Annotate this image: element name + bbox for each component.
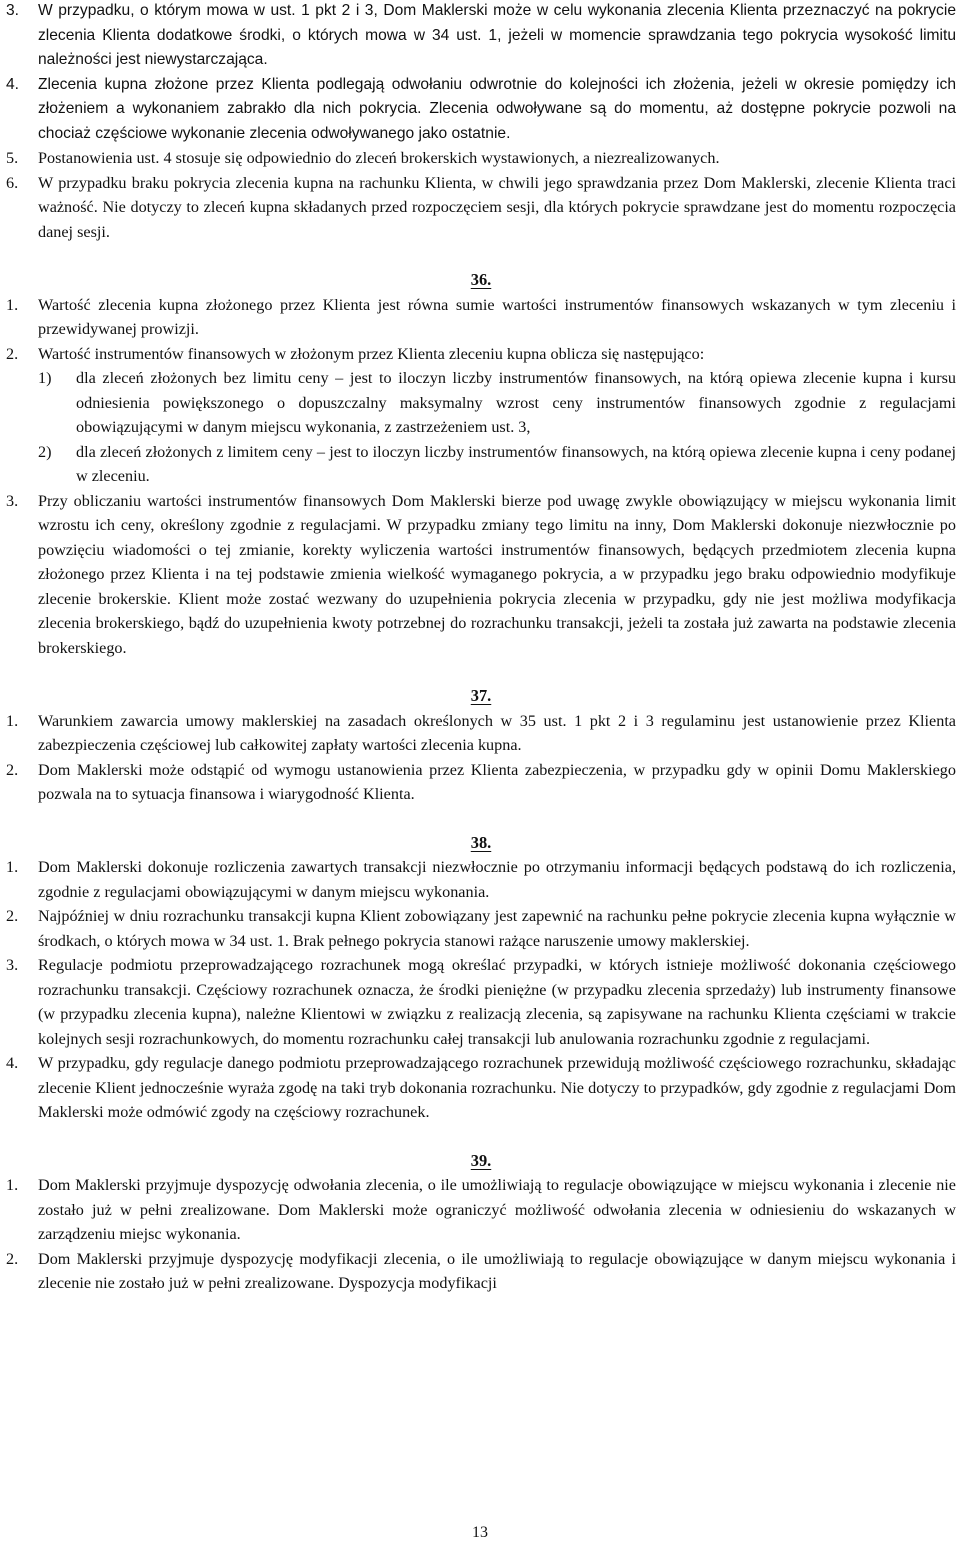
paragraph-text: Regulacje podmiotu przeprowadzającego rozrachunek mogą określać przypadki, w których istnieje możliwość dokonania częściowego rozrachunku transakcji. Częściowy rozrachunek oznacza, że środki pieniężne (w przypadku zlecenia sprzedaży) lub instrumenty finansowe (w przypadku zlecenia kupna), należne Klientowi w związku z realizacją zlecenia, są zapisywane na rachunku Klienta częściami w trakcie kolejnych sesji rozrachunkowych, do momentu rozrachunku całej transakcji lub anulowania rozrachunku zgodnie z regulacjami. xyxy=(38,956,956,1048)
paragraph-38-3 xyxy=(6,953,956,1051)
paragraph-text: Dom Maklerski przyjmuje dyspozycję modyfikacji zlecenia, o ile umożliwiają to regulacje obowiązujące w danym miejscu wykonania i zlecenie nie zostało już w pełni zrealizowane. Dyspozycja modyfikacji xyxy=(38,1249,956,1292)
paragraph-number: 2. xyxy=(6,907,19,925)
paragraph-number: 3. xyxy=(6,491,19,510)
section-heading-36: 36. xyxy=(470,270,492,289)
section-heading-39: 39. xyxy=(470,1150,492,1170)
paragraph-number: 1. xyxy=(6,295,19,314)
paragraph-3 xyxy=(6,0,956,73)
subpoint-1 xyxy=(38,366,956,440)
paragraph-number: 1. xyxy=(6,858,19,876)
paragraph-38-1 xyxy=(6,855,956,904)
paragraph-36-3 xyxy=(6,489,956,661)
subpoint-2 xyxy=(38,440,956,489)
paragraph-number: 2. xyxy=(6,760,19,779)
paragraph-text: Zlecenia kupna złożone przez Klienta podlegają odwołaniu odwrotnie do kolejności ich złożenia, jeżeli w okresie pomiędzy ich złożeniem a wykonaniem zabrakło dla nich pokrycia. Zlecenia odwoływane są do momentu, aż dostępne pokrycie pozwoli na chociaż częściowe wykonanie zlecenia odwoływanego jako ostatnie. xyxy=(38,75,956,142)
paragraph-number: 4. xyxy=(6,75,20,93)
paragraph-number: 2. xyxy=(6,1249,19,1268)
paragraph-text: W przypadku, o którym mowa w ust. 1 pkt 2 i 3, Dom Maklerski może w celu wykonania zlecenia Klienta przeznaczyć na pokrycie zlecenia Klienta dodatkowe środki, o których mowa w 34 ust. 1, jeżeli w momencie sprawdzania tego pokrycia wysokość limitu należności jest niewystarczająca. xyxy=(38,2,956,68)
paragraph-6 xyxy=(6,171,956,245)
paragraph-4 xyxy=(6,73,956,147)
subpoint-text: dla zleceń złożonych bez limitu ceny – jest to iloczyn liczby instrumentów finansowych, na którą opiewa zlecenie kupna i kursu odniesienia powiększonego o dopuszczalny maksymalny wzrost ceny instrumentów finansowych zgodnie z regulacjami obowiązującymi w danym miejscu wykonania, z zastrzeżeniem ust. 3, xyxy=(76,369,956,436)
paragraph-text: W przypadku, gdy regulacje danego podmiotu przeprowadzającego rozrachunek przewidują możliwość częściowego rozrachunku, składając zlecenie Klient jednocześnie wyraża zgodę na taki tryb dokonania rozrachunku. Nie dotyczy to przypadków, gdy zgodnie z regulacjami Dom Maklerski może odmówić zgody na częściowy rozrachunek. xyxy=(38,1054,956,1121)
paragraph-text: Dom Maklerski może odstąpić od wymogu ustanowienia przez Klienta zabezpieczenia, w przypadku gdy w opinii Domu Maklerskiego pozwala na to sytuacja finansowa i wiarygodność Klienta. xyxy=(38,760,956,803)
paragraph-number: 1. xyxy=(6,711,19,730)
paragraph-number: 1. xyxy=(6,1176,19,1194)
paragraph-39-1 xyxy=(6,1173,956,1247)
paragraph-38-4 xyxy=(6,1051,956,1125)
section-heading-38: 38. xyxy=(470,832,492,852)
paragraph-number: 5. xyxy=(6,149,19,167)
paragraph-number: 2. xyxy=(6,344,19,363)
paragraph-37-2 xyxy=(6,758,956,807)
paragraph-number: 6. xyxy=(6,173,19,192)
paragraph-number: 4. xyxy=(6,1054,19,1072)
paragraph-text: Warunkiem zawarcia umowy maklerskiej na zasadach określonych w 35 ust. 1 pkt 2 i 3 regulaminu jest ustanowienie przez Klienta zabezpieczenia częściowej lub całkowitej zapłaty wartości zlecenia kupna. xyxy=(38,711,956,754)
section-heading-37: 37. xyxy=(470,686,492,705)
paragraph-36-1 xyxy=(6,293,956,342)
paragraph-39-2 xyxy=(6,1247,956,1296)
paragraph-number: 3. xyxy=(6,2,20,19)
paragraph-text: Dom Maklerski przyjmuje dyspozycję odwołania zlecenia, o ile umożliwiają to regulacje obowiązujące w miejscu wykonania i zlecenie nie zostało już w pełni zrealizowane. Dom Maklerski może ograniczyć możliwość odwołania zlecenia w odniesieniu do wskazanych w zarządzeniu miejsc wykonania. xyxy=(38,1176,956,1243)
paragraph-text: Przy obliczaniu wartości instrumentów finansowych Dom Maklerski bierze pod uwagę zwykle obowiązujący w miejscu wykonania limit wzrostu ich ceny, określony zgodnie z regulacjami. W przypadku zmiany tego limitu na inny, Dom Maklerski dokonuje niezwłocznie po powzięciu wiadomości o tej zmianie, korekty wyliczenia wartości instrumentów finansowych, będących przedmiotem zlecenia kupna złożonego przez Klienta i na tej podstawie zmienia wielkość wymaganego pokrycia, a w przypadku jego braku odpowiednio modyfikuje zlecenie brokerskie. Klient może zostać wezwany do uzupełnienia pokrycia zlecenia w przypadku, gdy nie jest możliwa modyfikacja zlecenia brokerskiego, bądź do uzupełnienia kwoty potrzebnej do rozrachunku transakcji, jeżeli ta została już zawarta na podstawie zlecenia brokerskiego. xyxy=(38,491,956,657)
page-number: 13 xyxy=(472,1524,488,1541)
paragraph-text: Dom Maklerski dokonuje rozliczenia zawartych transakcji niezwłocznie po otrzymaniu informacji będących podstawą do ich rozliczenia, zgodnie z regulacjami obowiązującymi w danym miejscu wykonania. xyxy=(38,858,956,901)
paragraph-text: Najpóźniej w dniu rozrachunku transakcji kupna Klient zobowiązany jest zapewnić na rachunku pełne pokrycie zlecenia kupna wyłącznie w środkach, o których mowa w 34 ust. 1. Brak pełnego pokrycia stanowi rażące naruszenie umowy maklerskiej. xyxy=(38,907,956,950)
paragraph-text: W przypadku braku pokrycia zlecenia kupna na rachunku Klienta, w chwili jego sprawdzania przez Dom Maklerski, zlecenie Klienta traci ważność. Nie dotyczy to zleceń kupna składanych przed rozpoczęciem sesji, dla których pokrycie sprawdzane jest do momentu rozpoczęcia danej sesji. xyxy=(38,173,956,241)
page-content xyxy=(6,0,956,1296)
paragraph-38-2 xyxy=(6,904,956,953)
paragraph-text: Wartość instrumentów finansowych w złożonym przez Klienta zleceniu kupna oblicza się następująco: xyxy=(38,344,705,363)
paragraph-37-1 xyxy=(6,709,956,758)
paragraph-5 xyxy=(6,146,956,171)
subpoint-text: dla zleceń złożonych z limitem ceny – jest to iloczyn liczby instrumentów finansowych, na którą opiewa zlecenie kupna i ceny podanej w zleceniu. xyxy=(76,442,956,485)
paragraph-36-2 xyxy=(6,342,956,489)
paragraph-text: Postanowienia ust. 4 stosuje się odpowiednio do zleceń brokerskich wystawionych, a niezrealizowanych. xyxy=(38,149,720,167)
subpoint-number: 2) xyxy=(38,442,52,461)
subpoint-number: 1) xyxy=(38,369,52,387)
paragraph-text: Wartość zlecenia kupna złożonego przez Klienta jest równa sumie wartości instrumentów finansowych wskazanych w tym zleceniu i przewidywanej prowizji. xyxy=(38,295,956,338)
paragraph-number: 3. xyxy=(6,956,19,974)
